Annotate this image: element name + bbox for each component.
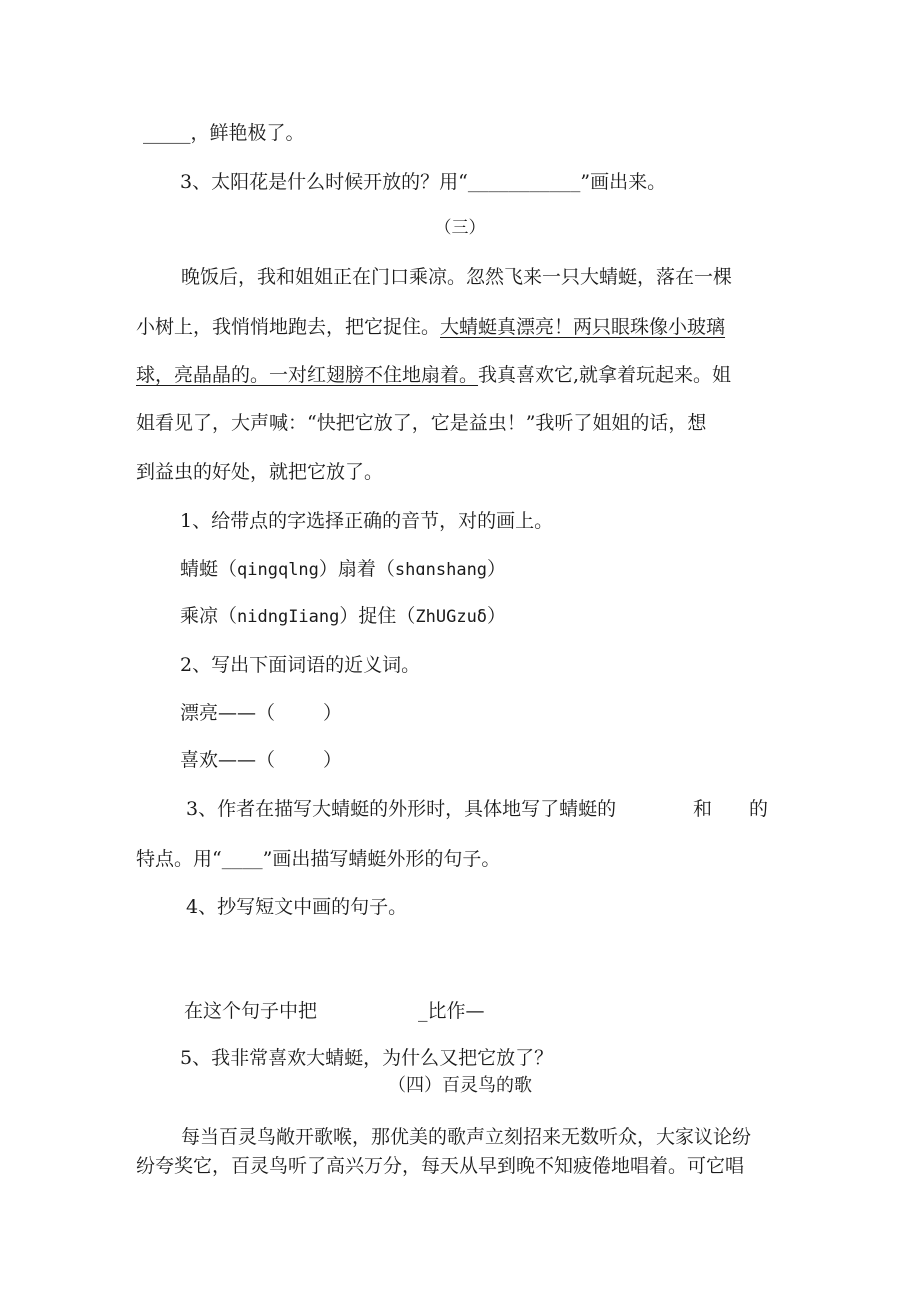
q1-pinyin-chengliang: nidngIiang xyxy=(237,607,340,627)
section-three-title: （三） xyxy=(434,218,486,238)
q2-word2 xyxy=(180,751,342,770)
q1-pinyin-shanzhe: shɑnshang xyxy=(394,560,488,580)
q3b-line2-prefix: 特点。用“ xyxy=(136,848,222,870)
q1-word-zhuozhu: ）捉住（ xyxy=(339,605,416,627)
q4-question: 4、抄写短文中画的句子。 xyxy=(186,896,408,918)
q1-pinyin-zhuozhu: ZhUGzuδ xyxy=(415,607,488,627)
q4-compare-start: 在这个句子中把 xyxy=(184,1000,318,1022)
q2-word1-label: 漂亮——（ xyxy=(180,702,276,724)
q2-word2-close: ） xyxy=(323,749,343,771)
q1-word-qingting: 蜻蜓（ xyxy=(180,558,238,580)
q2-question: 2、写出下面词语的近义词。 xyxy=(180,654,421,676)
q1-row1 xyxy=(180,560,506,579)
q3b-blank: ____ xyxy=(221,850,263,870)
q3-question xyxy=(180,173,666,192)
passage3-line4: 姐看见了，大声喊：“快把它放了，它是益虫！”我听了姐姐的话，想 xyxy=(136,412,707,434)
q2-word2-label: 喜欢——（ xyxy=(180,749,276,771)
q1-pinyin-qingting: qingqlng xyxy=(237,560,319,580)
q1-row2 xyxy=(180,607,506,626)
passage3-line2-plain: 小树上，我悄悄地跑去，把它捉住。 xyxy=(136,316,441,338)
q4-compare-end: _比作— xyxy=(418,1000,485,1022)
q3b-de: 的 xyxy=(749,798,769,820)
q2-continuation: _____，鲜艳极了。 xyxy=(143,122,305,144)
q3b-he: 和 xyxy=(693,798,713,820)
passage3-line3-plain: 我真喜欢它,就拿着玩起来。姐 xyxy=(478,364,732,386)
passage3-line3 xyxy=(136,366,731,385)
q3b-line2-suffix: ”画出描写蜻蜓外形的句子。 xyxy=(262,848,501,870)
passage3-line1: 晚饭后，我和姐姐正在门口乘凉。忽然飞来一只大蜻蜓，落在一棵 xyxy=(181,266,733,288)
section-four-title: （四）百灵鸟的歌 xyxy=(388,1075,532,1096)
passage3-line5: 到益虫的好处，就把它放了。 xyxy=(136,461,384,483)
q3b-line2 xyxy=(136,850,500,869)
passage4-line2: 纷夸奖它，百灵鸟听了高兴万分，每天从早到晚不知疲倦地唱着。可它唱 xyxy=(136,1155,745,1177)
q1-row1-close: ） xyxy=(487,558,507,580)
q1-question: 1、给带点的字选择正确的音节，对的画上。 xyxy=(180,510,554,532)
q2-word1-close: ） xyxy=(323,702,343,724)
q3-blank: ___________ xyxy=(467,173,581,193)
q1-word-shanzhe: ）扇着（ xyxy=(318,558,395,580)
q2-word1 xyxy=(180,704,342,723)
q5-question: 5、我非常喜欢大蜻蜓，为什么又把它放了？ xyxy=(180,1047,554,1069)
q3b-line1: 3、作者在描写大蜻蜓的外形时，具体地写了蜻蜓的 xyxy=(186,798,617,820)
q1-word-chengliang: 乘凉（ xyxy=(180,605,238,627)
underlined-sentence-part1: 大蜻蜓真漂亮！两只眼珠像小玻璃 xyxy=(440,316,726,338)
underlined-sentence-part2: 球，亮晶晶的。一对红翅膀不住地扇着。 xyxy=(136,364,479,386)
q1-row2-close: ） xyxy=(487,605,507,627)
q3-prefix: 3、太阳花是什么时候开放的？用“ xyxy=(180,171,468,193)
passage3-line2 xyxy=(136,318,725,337)
passage4-line1: 每当百灵鸟敞开歌喉，那优美的歌声立刻招来无数听众，大家议论纷 xyxy=(181,1126,752,1148)
q3-suffix: ”画出来。 xyxy=(580,171,667,193)
